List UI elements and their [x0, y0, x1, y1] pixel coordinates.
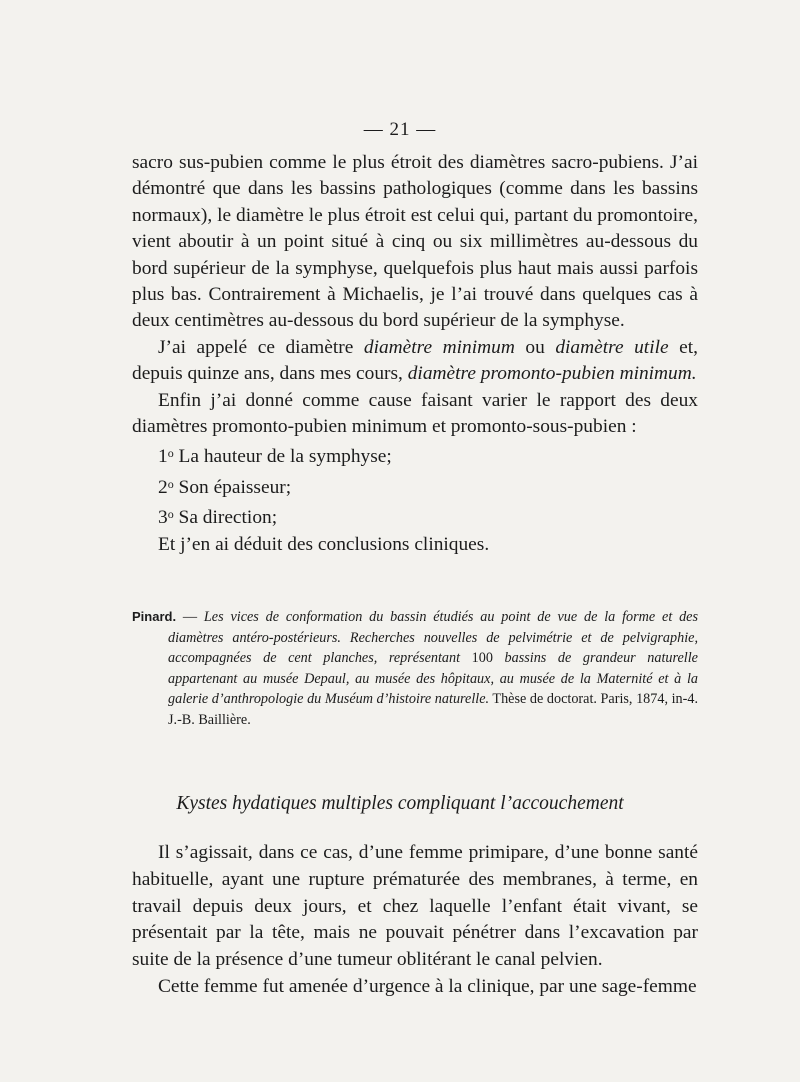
paragraph-6: Cette femme fut amenée d’urgence à la clinique, par une sage-femme [158, 975, 697, 997]
list-text: Son épaisseur; [173, 476, 292, 498]
p2-italic-3: diamètre promonto-pubien minimum. [407, 363, 697, 385]
paragraph-2 [132, 335, 698, 388]
list-item [132, 440, 698, 470]
list-item [132, 471, 698, 501]
section-text [132, 840, 698, 1001]
p2-text-1: J’ai appelé ce diamètre [158, 336, 364, 358]
reference-title-2: bassins de grandeur naturelle appartenant au musée Depaul, au musée des hôpitaux, au musée de la Maternité et à la galerie d’anthropologie du Muséum d’histoire naturelle. [168, 650, 698, 708]
list-text: Sa direction; [173, 507, 278, 529]
reference-author: Pinard. [132, 609, 177, 624]
list-ordinal: o [167, 446, 174, 461]
list-number: 3 [158, 507, 168, 529]
list-item [132, 501, 698, 531]
bibliographic-reference [132, 607, 698, 731]
page-number: — 21 — [363, 119, 437, 140]
p2-text-2: ou [514, 336, 556, 358]
list-number: 1 [158, 446, 168, 468]
main-text [132, 150, 698, 558]
list-number: 2 [158, 476, 168, 498]
reference-title: Les vices de conformation du bassin étudiés au point de vue de la forme et des diamètres antéro-postérieurs. Recherches nouvelles de pelvimétrie et de pelvigraphie, accompagnées de cent planches, représentant [168, 609, 698, 667]
p2-text-3: et, depuis quinze ans, dans mes cours, [132, 336, 698, 385]
reference-dash: — [176, 609, 204, 625]
paragraph-5: Il s’agissait, dans ce cas, d’une femme primipare, d’une bonne santé habituelle, ayant une rupture prématurée des membranes, à terme, en travail depuis deux jours, et chez laquelle l’enfant était vivant, se présentait par la tête, mais ne pouvait pénétrer dans l’excavation par suite de la présence d’une tumeur oblitérant le canal pelvien. [132, 842, 698, 971]
list-ordinal: o [167, 507, 174, 522]
paragraph-1: sacro sus-pubien comme le plus étroit des diamètres sacro-pubiens. J’ai démontré que dans les bassins pathologiques (comme dans les bassins normaux), le diamètre le plus étroit est celui qui, partant du promontoire, vient aboutir à un point situé à cinq ou six millimètres au-dessous du bord supérieur de la symphyse, quelquefois plus haut mais aussi parfois plus bas. Contrairement à Michaelis, je l’ai trouvé dans quelques cas à deux centimètres au-dessous du bord supérieur de la symphyse. [132, 152, 698, 332]
p2-italic-2: diamètre utile [555, 336, 669, 358]
paragraph-3: Enfin j’ai donné comme cause faisant varier le rapport des deux diamètres promonto-pubien minimum et promonto-sous-pubien : [132, 389, 698, 438]
paragraph-4: Et j’en ai déduit des conclusions cliniques. [158, 533, 490, 555]
reference-number: 100 [471, 650, 493, 667]
reference-publication: Thèse de doctorat. Paris, 1874, in-4. J.-B. Baillière. [168, 691, 698, 728]
section-title: Kystes hydatiques multiples compliquant l’accouchement [176, 793, 624, 814]
reference-entry [132, 607, 698, 731]
list-text: La hauteur de la symphyse; [173, 446, 392, 468]
p2-italic-1: diamètre minimum [363, 336, 515, 358]
list-ordinal: o [167, 476, 174, 491]
